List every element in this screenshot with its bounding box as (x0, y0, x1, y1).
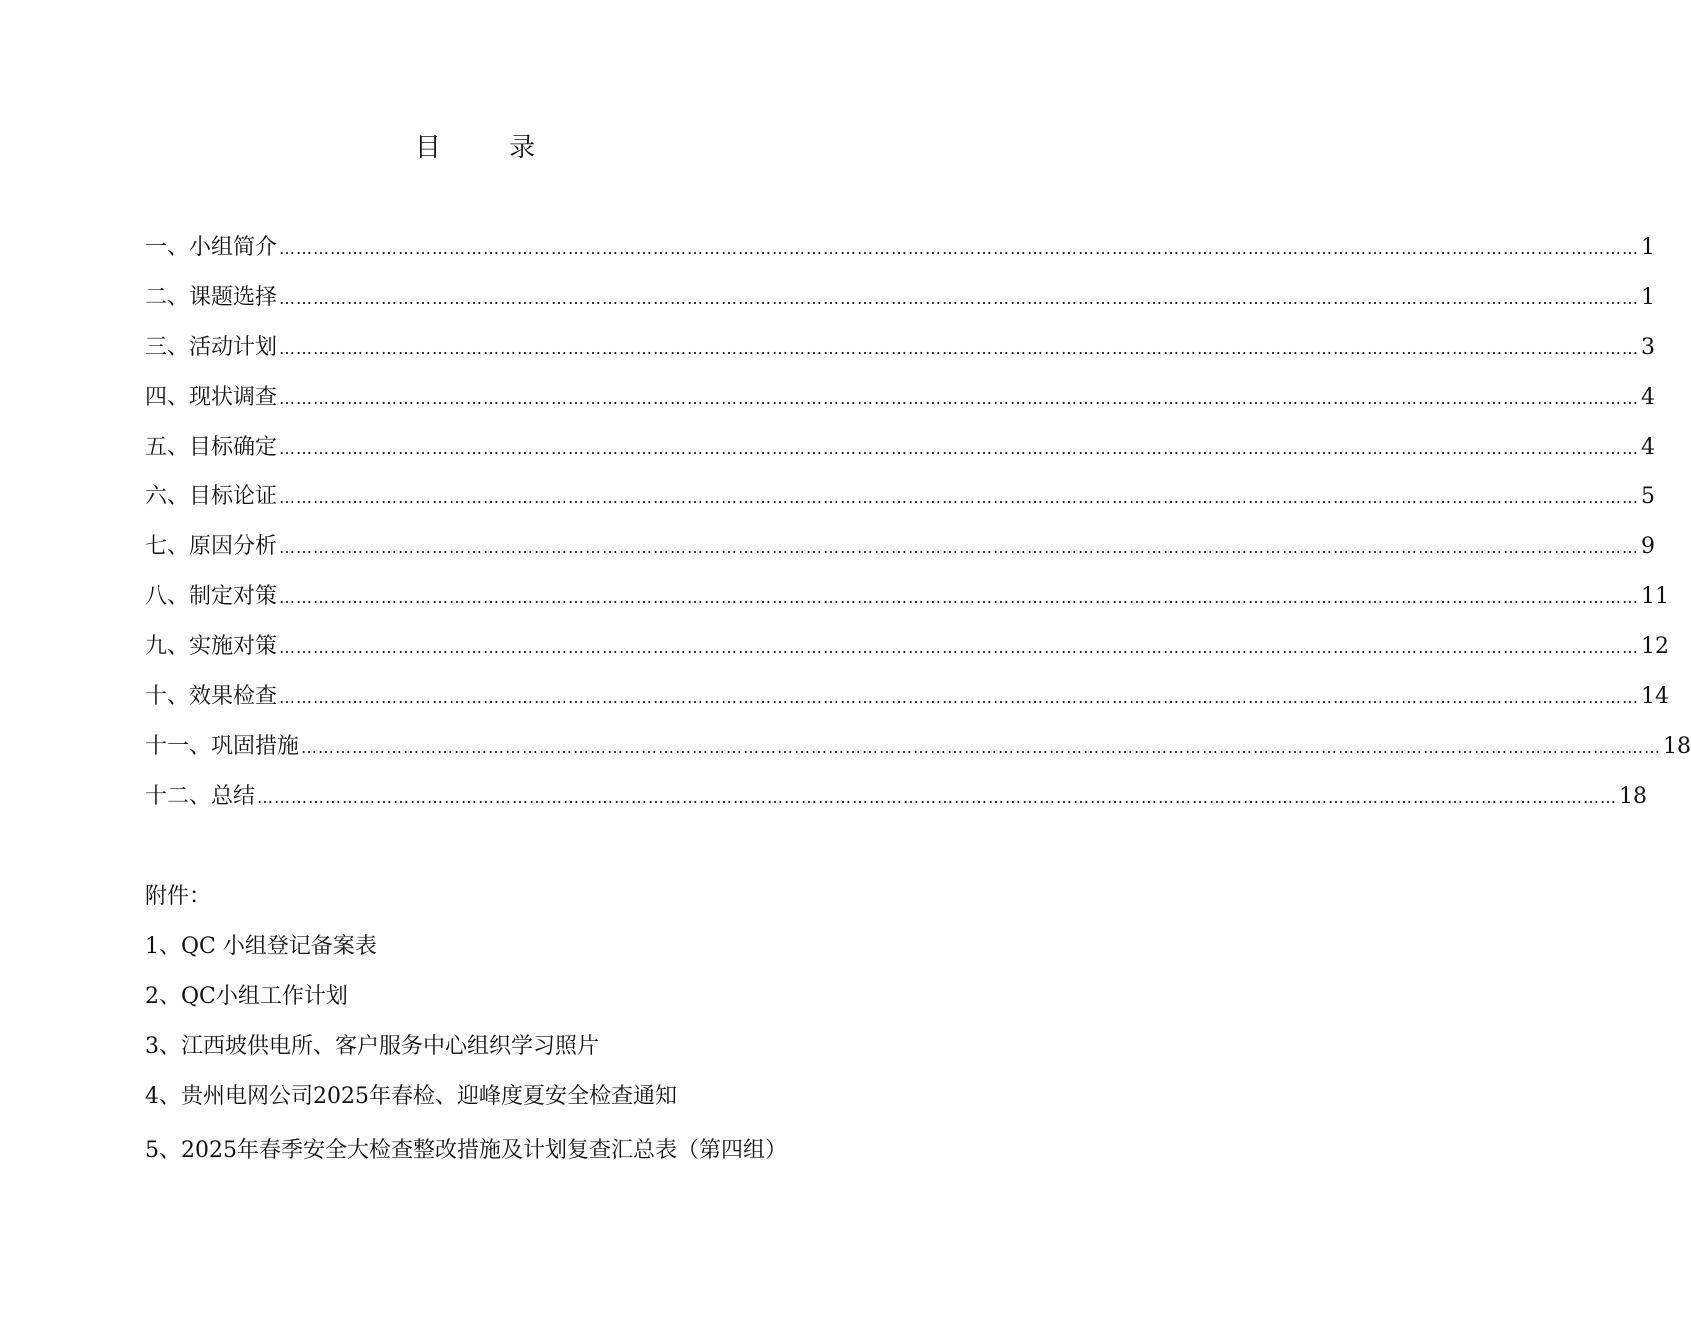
appendix-section (145, 877, 815, 1177)
toc-page-number: 9 (1641, 534, 1656, 560)
toc-entry (145, 627, 1670, 677)
toc-entry-label: 五、目标确定 (145, 434, 278, 460)
toc-entry-label: 六、目标论证 (145, 484, 278, 510)
toc-dot-leader: …………………………………………………………………………………………………………………………………………………………………………………………………………………… (279, 338, 1640, 358)
toc-dot-leader: …………………………………………………………………………………………………………………………………………………………………………………………………………………… (279, 688, 1640, 708)
appendix-heading: 附件： (145, 884, 212, 909)
toc-page-number: 4 (1641, 434, 1656, 460)
appendix-item: 4、贵州电网公司2025年春检、迎峰度夏安全检查通知 (145, 1084, 677, 1109)
page-title: 目 录 (414, 133, 566, 163)
toc-dot-leader: …………………………………………………………………………………………………………………………………………………………………………………………………………………… (301, 737, 1662, 757)
toc-entry (145, 577, 1670, 627)
toc-entry-label: 七、原因分析 (145, 534, 278, 560)
toc-page-number: 12 (1641, 634, 1670, 660)
toc-entry (145, 727, 1691, 777)
toc-entry-label: 二、课题选择 (145, 284, 278, 310)
toc-dot-leader: …………………………………………………………………………………………………………………………………………………………………………………………………………………… (257, 787, 1618, 807)
table-of-contents (145, 228, 1691, 827)
toc-page-number: 5 (1641, 484, 1656, 510)
toc-entry (145, 278, 1656, 328)
toc-entry-label: 四、现状调查 (145, 384, 278, 410)
toc-page-number: 14 (1641, 684, 1670, 710)
toc-dot-leader: …………………………………………………………………………………………………………………………………………………………………………………………………………………… (279, 638, 1640, 658)
toc-entry-label: 三、活动计划 (145, 334, 278, 360)
toc-dot-leader: …………………………………………………………………………………………………………………………………………………………………………………………………………………… (279, 588, 1640, 608)
toc-page-number: 11 (1641, 584, 1670, 610)
toc-dot-leader: …………………………………………………………………………………………………………………………………………………………………………………………………………………… (279, 488, 1640, 508)
toc-dot-leader: …………………………………………………………………………………………………………………………………………………………………………………………………………………… (279, 438, 1640, 458)
toc-dot-leader: …………………………………………………………………………………………………………………………………………………………………………………………………………………… (279, 388, 1640, 408)
toc-entry (145, 428, 1656, 478)
toc-entry-label: 九、实施对策 (145, 634, 278, 660)
toc-page-number: 18 (1663, 733, 1691, 759)
appendix-item: 2、QC小组工作计划 (145, 984, 348, 1009)
toc-page-number: 18 (1619, 783, 1648, 809)
toc-dot-leader: …………………………………………………………………………………………………………………………………………………………………………………………………………………… (279, 239, 1640, 258)
toc-page-number: 4 (1641, 384, 1656, 410)
appendix-item: 1、QC 小组登记备案表 (145, 934, 377, 959)
toc-entry-label: 十、效果检查 (145, 684, 278, 710)
toc-entry-label: 十二、总结 (145, 783, 256, 809)
appendix-item: 3、江西坡供电所、客户服务中心组织学习照片 (145, 1034, 599, 1059)
toc-dot-leader: …………………………………………………………………………………………………………………………………………………………………………………………………………………… (279, 538, 1640, 558)
toc-entry (145, 477, 1656, 527)
toc-entry (145, 677, 1670, 727)
appendix-list (145, 927, 815, 1177)
toc-entry (145, 228, 1656, 278)
toc-entry-label: 八、制定对策 (145, 584, 278, 610)
toc-page-number: 3 (1641, 334, 1656, 360)
toc-entry (145, 378, 1656, 428)
toc-entry (145, 527, 1656, 577)
toc-entry (145, 328, 1656, 378)
toc-entry (145, 777, 1648, 827)
toc-entry-label: 一、小组简介 (145, 235, 278, 260)
appendix-item: 5、2025年春季安全大检查整改措施及计划复查汇总表（第四组） (145, 1138, 787, 1163)
toc-page-number: 1 (1641, 284, 1656, 310)
toc-dot-leader: …………………………………………………………………………………………………………………………………………………………………………………………………………………… (279, 288, 1640, 308)
toc-entry-label: 十一、巩固措施 (145, 733, 300, 759)
toc-page-number: 1 (1641, 235, 1656, 260)
